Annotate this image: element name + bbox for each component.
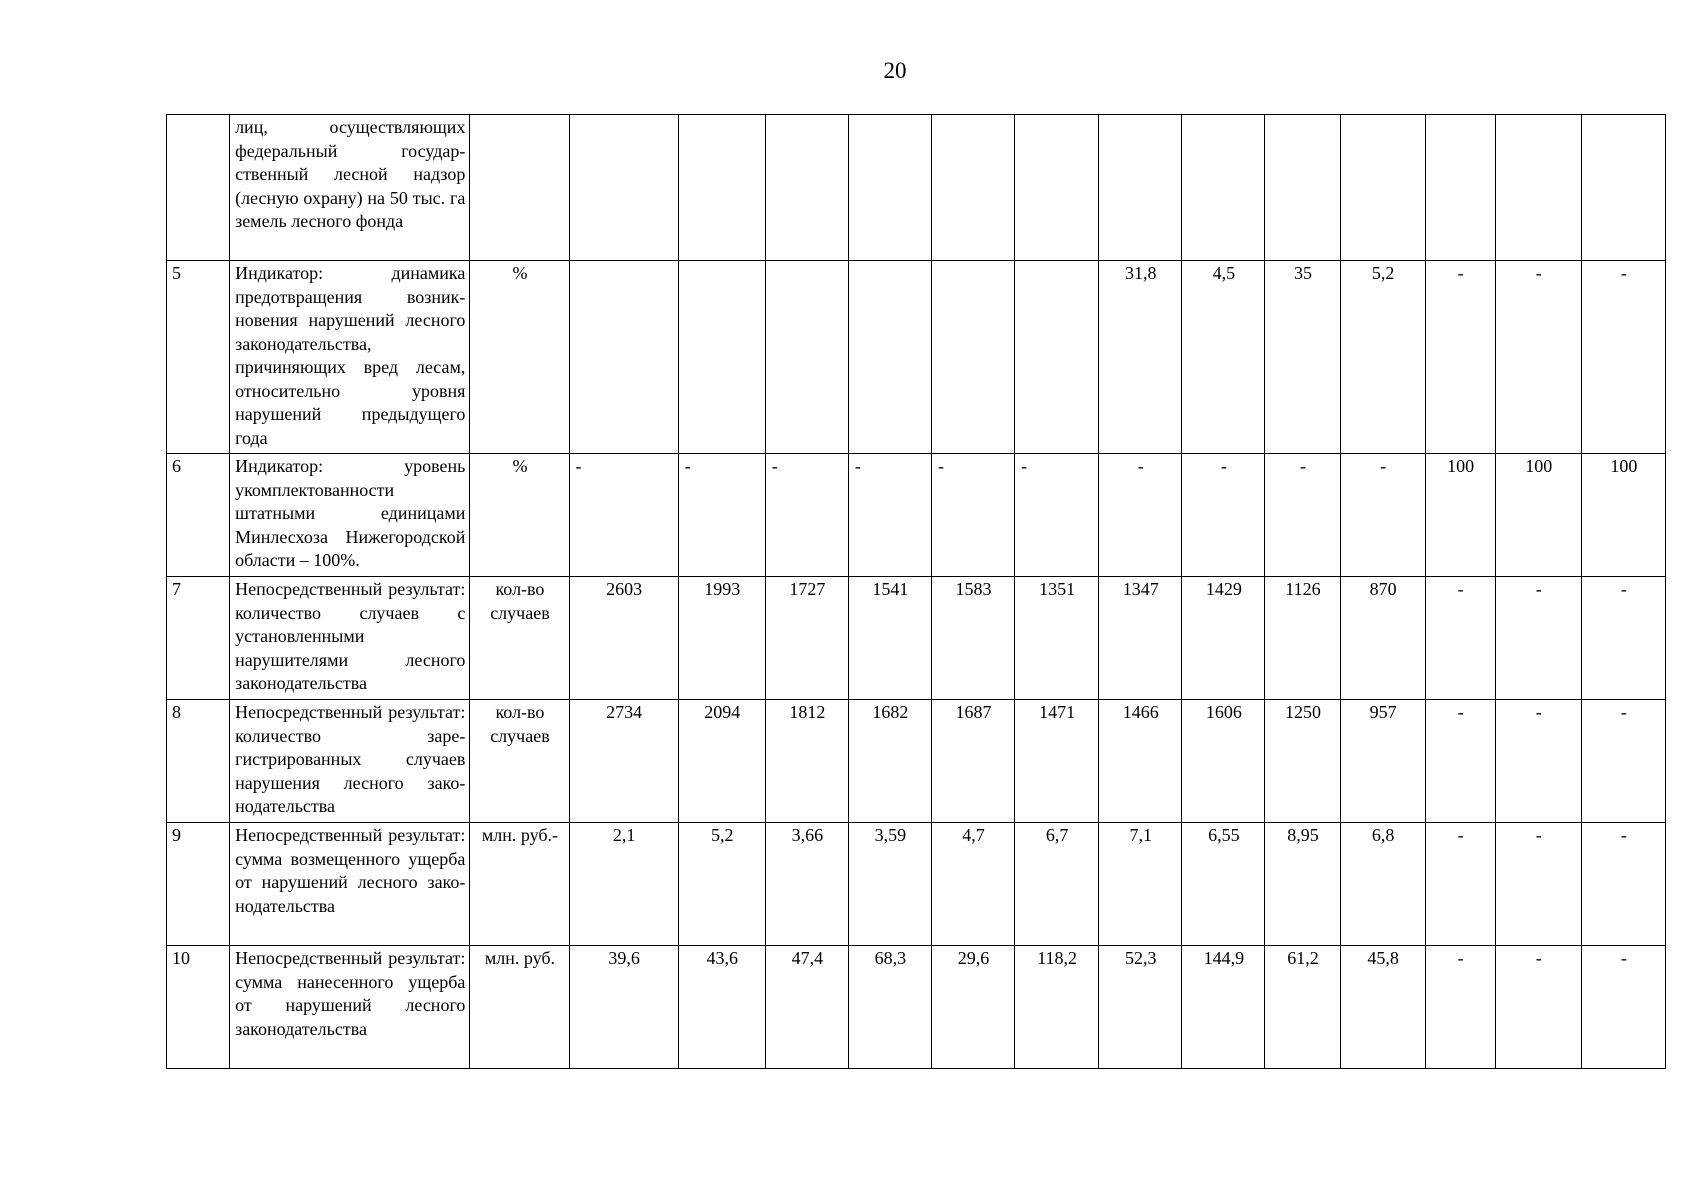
value-cell: - <box>1581 577 1665 700</box>
value-cell: - <box>1581 261 1665 454</box>
indicator-name-cell: Непосредственный результат: сумма возмещенного ущерба от нарушений лесного законодательства <box>230 823 470 946</box>
indicator-name-cell: Непосредственный результат: сумма нанесенного ущерба от нарушений лесного законодательства <box>230 946 470 1069</box>
value-cell <box>1425 115 1495 261</box>
value-cell: - <box>1425 823 1495 946</box>
row-number-cell: 5 <box>167 261 230 454</box>
value-cell: - <box>569 454 678 577</box>
indicator-name-cell: Непосредственный результат: количество зарегистрированных случаев нарушения лесного законодательства <box>230 700 470 823</box>
value-cell: 7,1 <box>1099 823 1182 946</box>
value-cell: 68,3 <box>848 946 931 1069</box>
value-cell: 100 <box>1495 454 1581 577</box>
value-cell: - <box>1425 946 1495 1069</box>
indicator-name-cell: Индикатор: динамика предотвращения возникновения нарушений лесного законодательства, причиняющих вред лесам, относительно уровня нарушений предыдущего года <box>230 261 470 454</box>
value-cell: - <box>1495 577 1581 700</box>
value-cell: - <box>1099 454 1182 577</box>
row-number-cell: 7 <box>167 577 230 700</box>
value-cell: 2094 <box>678 700 765 823</box>
value-cell: - <box>1425 700 1495 823</box>
indicator-name-cell: лиц, осуществляющих федеральный государственный лесной надзор (лесную охрану) на 50 тыс. га земель лесного фонда <box>230 115 470 261</box>
value-cell: 1466 <box>1099 700 1182 823</box>
value-cell: 43,6 <box>678 946 765 1069</box>
table-row <box>167 946 1666 1069</box>
value-cell <box>1340 115 1425 261</box>
value-cell: 29,6 <box>931 946 1014 1069</box>
value-cell: 2734 <box>569 700 678 823</box>
unit-cell: кол-во случаев <box>470 577 569 700</box>
value-cell <box>1495 115 1581 261</box>
value-cell: - <box>1182 454 1265 577</box>
value-cell: 1812 <box>765 700 848 823</box>
value-cell: 1682 <box>848 700 931 823</box>
value-cell <box>678 261 765 454</box>
value-cell: - <box>1495 823 1581 946</box>
value-cell: - <box>1495 946 1581 1069</box>
indicator-name-cell: Индикатор: уровень укомплектованности штатными единицами Минлесхоза Нижегородской области – 100%. <box>230 454 470 577</box>
value-cell: 1351 <box>1015 577 1099 700</box>
value-cell: 1583 <box>931 577 1014 700</box>
value-cell: 100 <box>1581 454 1665 577</box>
value-cell <box>765 261 848 454</box>
value-cell <box>1099 115 1182 261</box>
value-cell: 870 <box>1340 577 1425 700</box>
value-cell: 1727 <box>765 577 848 700</box>
row-number-cell: 9 <box>167 823 230 946</box>
value-cell: 4,5 <box>1182 261 1265 454</box>
value-cell <box>569 115 678 261</box>
value-cell: - <box>1265 454 1340 577</box>
value-cell: 100 <box>1425 454 1495 577</box>
value-cell: 39,6 <box>569 946 678 1069</box>
page-number: 20 <box>883 58 907 83</box>
value-cell <box>1182 115 1265 261</box>
row-number-cell <box>167 115 230 261</box>
value-cell: 5,2 <box>678 823 765 946</box>
unit-cell: % <box>470 261 569 454</box>
value-cell: 1687 <box>931 700 1014 823</box>
value-cell: - <box>1015 454 1099 577</box>
value-cell: 52,3 <box>1099 946 1182 1069</box>
value-cell: 31,8 <box>1099 261 1182 454</box>
value-cell: 5,2 <box>1340 261 1425 454</box>
value-cell: 1429 <box>1182 577 1265 700</box>
table-row <box>167 823 1666 946</box>
value-cell: 3,66 <box>765 823 848 946</box>
value-cell <box>931 115 1014 261</box>
row-number-cell: 8 <box>167 700 230 823</box>
value-cell: 6,7 <box>1015 823 1099 946</box>
value-cell: - <box>1425 261 1495 454</box>
value-cell: 1541 <box>848 577 931 700</box>
unit-cell <box>470 115 569 261</box>
value-cell: - <box>1581 823 1665 946</box>
value-cell: 2603 <box>569 577 678 700</box>
value-cell: 47,4 <box>765 946 848 1069</box>
row-number-cell: 10 <box>167 946 230 1069</box>
value-cell: 1471 <box>1015 700 1099 823</box>
unit-cell: % <box>470 454 569 577</box>
value-cell: - <box>1581 700 1665 823</box>
unit-cell: млн. руб. <box>470 946 569 1069</box>
indicator-name-cell: Непосредственный результат: количество случаев с установленными нарушителями лесного законодательства <box>230 577 470 700</box>
value-cell: 4,7 <box>931 823 1014 946</box>
value-cell: 144,9 <box>1182 946 1265 1069</box>
value-cell: 6,55 <box>1182 823 1265 946</box>
value-cell: 118,2 <box>1015 946 1099 1069</box>
value-cell: - <box>1495 700 1581 823</box>
value-cell <box>848 115 931 261</box>
value-cell: - <box>1340 454 1425 577</box>
value-cell: 957 <box>1340 700 1425 823</box>
value-cell: - <box>1425 577 1495 700</box>
value-cell: 8,95 <box>1265 823 1340 946</box>
value-cell: 6,8 <box>1340 823 1425 946</box>
value-cell: 2,1 <box>569 823 678 946</box>
value-cell: - <box>765 454 848 577</box>
value-cell <box>1581 115 1665 261</box>
value-cell: - <box>848 454 931 577</box>
value-cell: 3,59 <box>848 823 931 946</box>
value-cell: - <box>931 454 1014 577</box>
value-cell: - <box>1581 946 1665 1069</box>
value-cell: 1993 <box>678 577 765 700</box>
value-cell <box>848 261 931 454</box>
value-cell <box>678 115 765 261</box>
value-cell <box>1015 261 1099 454</box>
value-cell: 1606 <box>1182 700 1265 823</box>
value-cell: 61,2 <box>1265 946 1340 1069</box>
row-number-cell: 6 <box>167 454 230 577</box>
unit-cell: кол-во случаев <box>470 700 569 823</box>
value-cell: - <box>678 454 765 577</box>
value-cell: 45,8 <box>1340 946 1425 1069</box>
table-row <box>167 577 1666 700</box>
table-row <box>167 115 1666 261</box>
value-cell <box>1015 115 1099 261</box>
value-cell: 1250 <box>1265 700 1340 823</box>
value-cell: 1126 <box>1265 577 1340 700</box>
value-cell: - <box>1495 261 1581 454</box>
table-row <box>167 700 1666 823</box>
table-row <box>167 261 1666 454</box>
value-cell <box>765 115 848 261</box>
unit-cell: млн. руб.- <box>470 823 569 946</box>
value-cell: 1347 <box>1099 577 1182 700</box>
value-cell <box>1265 115 1340 261</box>
value-cell <box>569 261 678 454</box>
indicators-table <box>166 114 1666 1069</box>
value-cell <box>931 261 1014 454</box>
table-row <box>167 454 1666 577</box>
value-cell: 35 <box>1265 261 1340 454</box>
